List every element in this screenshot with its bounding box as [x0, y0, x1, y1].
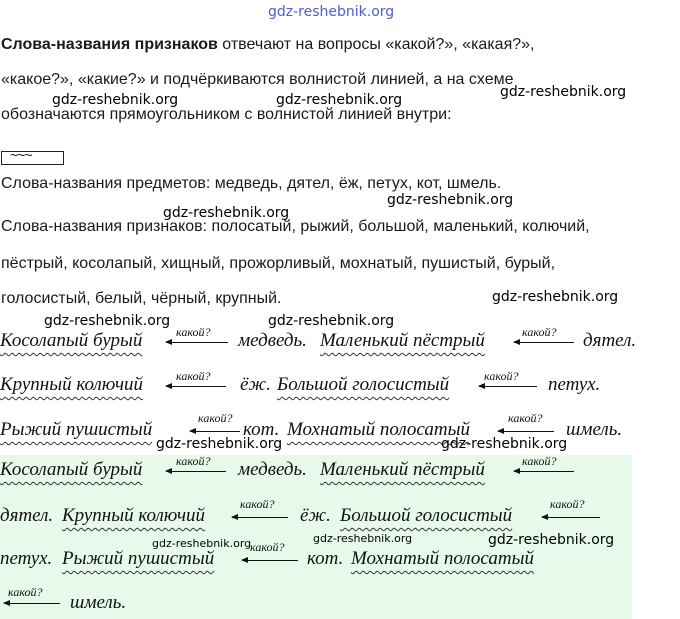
phrase-adjectives: Крупный колючий	[0, 374, 144, 395]
answer-adjectives: Маленький пёстрый	[320, 459, 485, 480]
question-label: какой?	[8, 585, 43, 599]
question-label: какой?	[240, 497, 275, 511]
answer-noun: дятел.	[0, 505, 54, 526]
phrase-adjectives: Косолапый бурый	[0, 330, 143, 351]
arrow-left-icon	[479, 386, 537, 387]
arrow-left-icon	[166, 386, 226, 387]
watermark: gdz-reshebnik.org	[52, 92, 179, 108]
answer-noun: кот.	[307, 548, 344, 569]
arrow-left-icon	[542, 517, 600, 518]
watermark: gdz-reshebnik.org	[500, 84, 627, 100]
arrow-left-icon	[514, 471, 574, 472]
answer-noun: петух.	[0, 548, 53, 569]
question-label: какой?	[176, 325, 211, 339]
watermark: gdz-reshebnik.org	[152, 537, 252, 550]
question-label: какой?	[522, 325, 557, 339]
question-label: какой?	[484, 369, 519, 383]
watermark: gdz-reshebnik.org	[44, 313, 171, 329]
phrase-adjectives: Маленький пёстрый	[320, 330, 485, 351]
phrase-noun: ёж.	[240, 374, 271, 395]
phrase-noun: дятел.	[583, 330, 637, 351]
question-label: какой?	[508, 411, 543, 425]
answer-adjectives: Мохнатый полосатый	[351, 548, 534, 569]
watermark: gdz-reshebnik.org	[387, 192, 514, 208]
rule-term: Слова-названия признаков	[1, 36, 218, 53]
rule-line-2: «какое?», «какие?» и подчёркиваются волнистой линией, а на схеме	[1, 71, 514, 88]
rule-line-1	[1, 36, 534, 54]
watermark: gdz-reshebnik.org	[313, 532, 413, 545]
question-label: какой?	[176, 454, 211, 468]
watermark: gdz-reshebnik.org	[156, 436, 283, 452]
arrow-left-icon	[190, 431, 240, 432]
watermark: gdz-reshebnik.org	[268, 313, 395, 329]
adjectives-line-3: голосистый, белый, чёрный, крупный.	[1, 290, 282, 307]
phrase-noun: петух.	[548, 374, 601, 395]
watermark: gdz-reshebnik.org	[276, 92, 403, 108]
schema-wavy-line: ~~~	[10, 147, 32, 163]
phrase-noun: кот.	[243, 419, 280, 440]
watermark: gdz-reshebnik.org	[441, 436, 568, 452]
arrow-left-icon	[514, 342, 574, 343]
phrase-adjectives: Большой голосистый	[277, 374, 450, 395]
adjectives-line-2: пёстрый, косолапый, хищный, прожорливый, мохнатый, пушистый, бурый,	[1, 255, 556, 272]
nouns-line: Слова-названия предметов: медведь, дятел, ёж, петух, кот, шмель.	[1, 175, 502, 192]
question-label: какой?	[522, 454, 557, 468]
phrase-adjectives: Рыжий пушистый	[0, 419, 153, 440]
watermark: gdz-reshebnik.org	[163, 205, 290, 221]
answer-adjectives: Большой голосистый	[340, 505, 513, 526]
watermark-top: gdz-reshebnik.org	[268, 4, 395, 20]
phrase-noun: медведь.	[238, 330, 307, 351]
arrow-left-icon	[242, 560, 298, 561]
answer-noun: медведь.	[238, 459, 307, 480]
arrow-left-icon	[166, 471, 226, 472]
question-label: какой?	[250, 540, 285, 554]
watermark: gdz-reshebnik.org	[488, 532, 615, 548]
answer-noun: шмель.	[70, 592, 127, 613]
arrow-left-icon	[4, 603, 60, 604]
watermark: gdz-reshebnik.org	[492, 289, 619, 305]
question-label: какой?	[550, 497, 585, 511]
schema-wavy-rectangle	[1, 147, 64, 165]
arrow-left-icon	[166, 342, 228, 343]
arrow-left-icon	[498, 431, 554, 432]
phrase-noun: шмель.	[566, 419, 623, 440]
answer-adjectives: Крупный колючий	[62, 505, 206, 526]
rule-text-1: отвечают на вопросы «какой?», «какая?»,	[217, 36, 535, 53]
answer-adjectives: Рыжий пушистый	[62, 548, 215, 569]
phrase-adjectives: Мохнатый полосатый	[287, 419, 470, 440]
adjectives-line-1: Слова-названия признаков: полосатый, рыжий, большой, маленький, колючий,	[1, 218, 590, 235]
arrow-left-icon	[232, 517, 288, 518]
answer-adjectives: Косолапый бурый	[0, 459, 143, 480]
question-label: какой?	[198, 411, 233, 425]
rule-line-3: обозначаются прямоугольником с волнистой линией внутри:	[1, 106, 452, 123]
answer-noun: ёж.	[300, 505, 331, 526]
question-label: какой?	[176, 369, 211, 383]
